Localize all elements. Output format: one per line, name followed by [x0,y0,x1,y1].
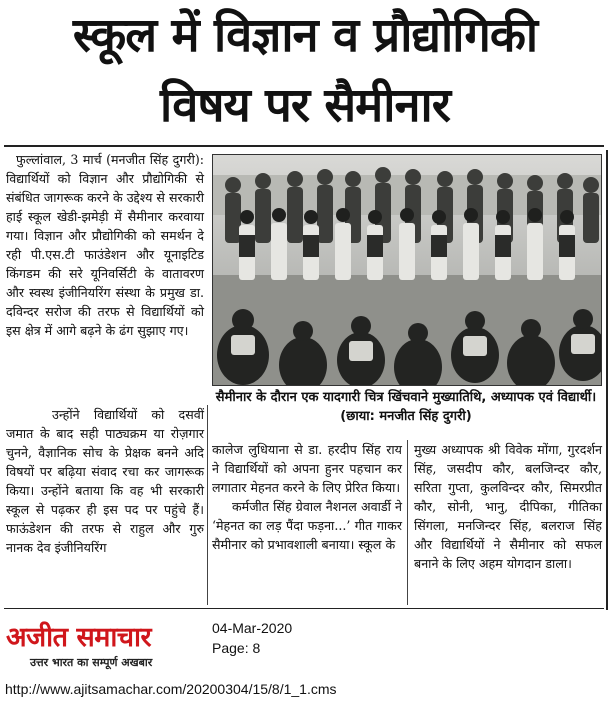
photo-caption: सैमीनार के दौरान एक यादगारी चित्र खिंचवाने मुख्यातिथि, अध्यापक एवं विद्यार्थी। (छाया: मनजीत सिंह दुगरी) [215,390,597,424]
article-column-2 [212,440,402,554]
publication-date: 04-Mar-2020 [212,620,293,636]
column-divider-1 [207,405,208,605]
article-column-1-continued [6,405,204,557]
seminar-group-photo [212,154,602,386]
article-paragraph-3: कालेज लुधियाना से डा. हरदीप सिंह राय ने विद्यार्थियों को अपना हुनर पहचान कर लगातार मेहनत करने के लिए प्रेरित किया। [212,442,402,495]
article-column-3 [414,440,602,573]
article-paragraph-2: उन्होंने विद्यार्थियों को दसवीं जमात के बाद सही पाठ्यक्रम या रोज़गार चुनने, वैज्ञानिक सोच के प्रेक्षक बनने अदि विषयों पर बढ़िया संवाद रचा कर जागरूक किया। उन्होंने बताया कि वह भी सरकारी स्कूल से पढ़कर ही इस पद पर पहुंचे हैं। फाऊंडेशन की तरफ से राहुल और गुरु नानक देव इंजीनियरिंग [6,407,204,555]
source-url[interactable]: http://www.ajitsamachar.com/20200304/15/8/1_1.cms [5,681,337,697]
right-border [606,150,608,610]
headline-line-2: विषय पर सैमीनार [160,78,450,133]
page-number: Page: 8 [212,640,261,656]
photo-illustration [213,155,601,385]
footer-divider [4,608,604,609]
article-column-1 [6,150,204,340]
newspaper-tagline: उत्तर भारत का सम्पूर्ण अखबार [30,656,153,669]
article-paragraph-5: मुख्य अध्यापक श्री विवेक मोंगा, गुरदर्शन सिंह, जसदीप कौर, बलजिन्दर कौर, सरिता गुप्ता, कुलविन्दर कौर, सिमरप्रीत कौर, सोनी, भानु, दीपिका, गीतिका सिंगला, मनजिन्दर सिंह, बलराज सिंह और विद्यार्थियों ने सैमीनार को सफल बनाने के लिए अहम योगदान डाला। [414,442,602,571]
article-paragraph-4: कर्मजीत सिंह ग्रेवाल नैशनल अवार्डी ने ‘मेहनत का लड़ पैंदा फड़ना...’ गीत गाकर सैमीनार को प्रभावशाली बनाया। स्कूल के [212,499,402,552]
headline-line-1: स्कूल में विज्ञान व प्रौद्योगिकी [72,8,538,63]
newspaper-logo: अजीत समाचार [6,622,152,653]
article-lead-paragraph: फुल्लांवाल, 3 मार्च (मनजीत सिंह दुगरी): विद्यार्थियों को विज्ञान और प्रौद्योगिकी से संबंधित जागरूक करने के उद्देश्य से सरकारी हाई स्कूल खेडी-झमेड़ी में सैमीनार करवाया गया। विज्ञान और प्रौद्योगिकी को समर्थन दे रही पी.एस.टी फाउंडेशन और यूनाइटिड किंगडम की सरे यूनिवर्सिटी के वातावरण और स्वस्थ इंजीनियरिंग संस्था के प्रमुख डा. दविन्दर सरोज की तरफ से विद्यार्थियों को इस क्षेत्र में आगे बढ़ने के ढंग सुझाए गए। [6,152,204,338]
headline-divider [4,145,604,147]
column-divider-2 [407,440,408,605]
